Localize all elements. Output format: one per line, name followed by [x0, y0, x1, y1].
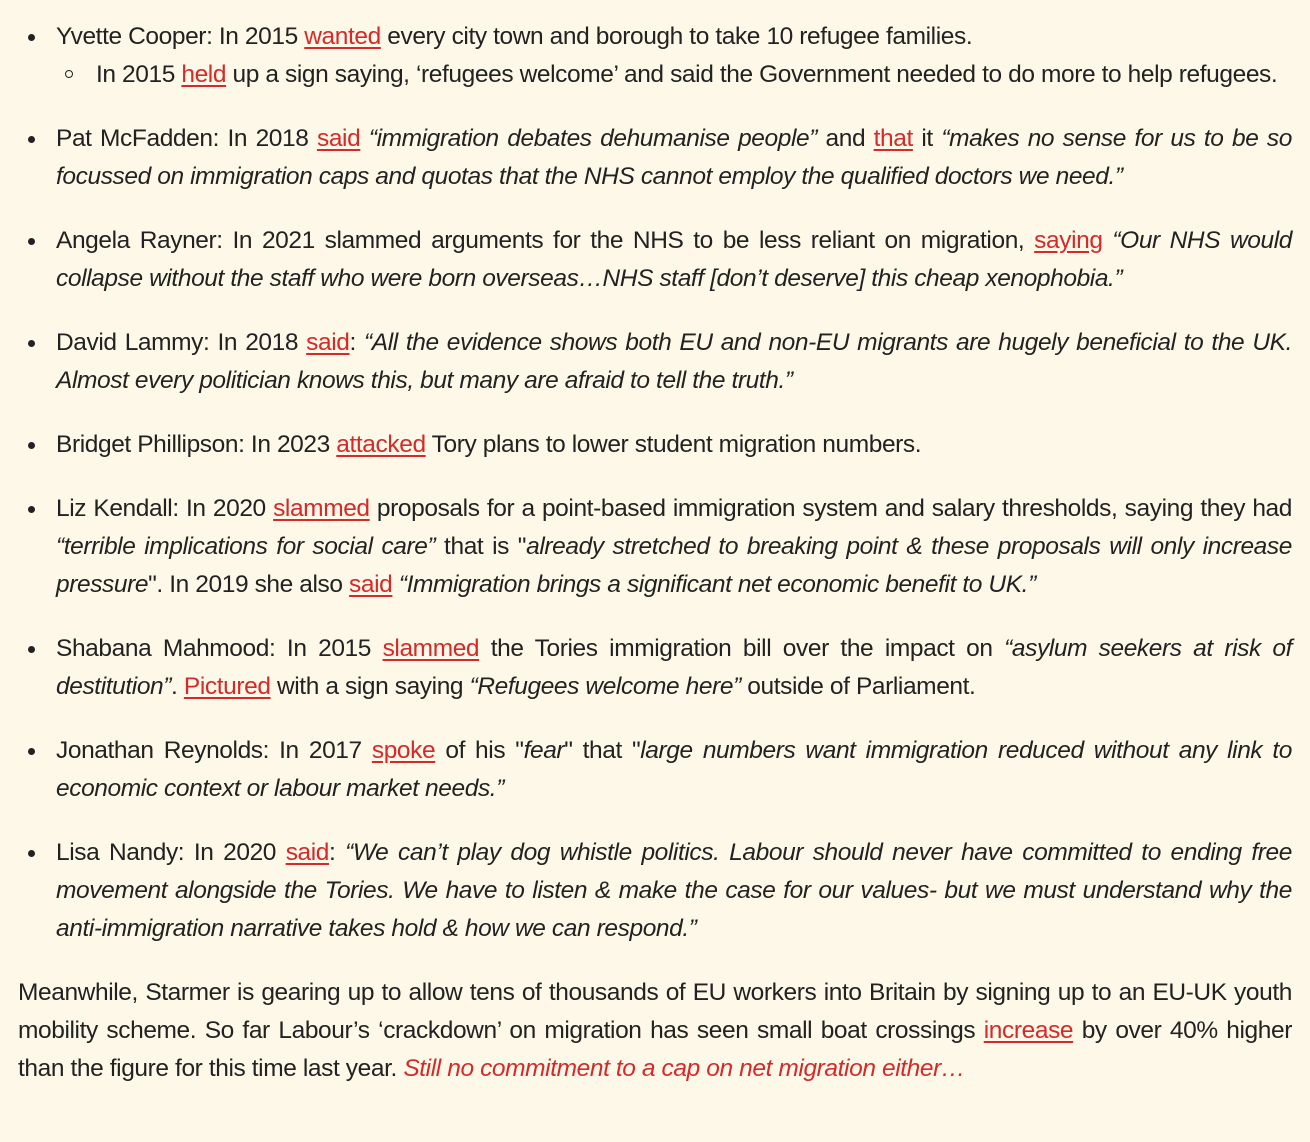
politician-quotes-list: [18, 18, 1292, 948]
quote: “We can’t play dog whistle politics. Labour should never have committed to ending free movement alongside the Tories. We have to listen & make the case for our values- but we must understand why the anti-immigration narrative takes hold & how we can respond.”: [56, 839, 1292, 942]
link-attacked[interactable]: attacked: [336, 431, 426, 458]
quote: fear: [523, 737, 565, 764]
list-item-shabana-mahmood: Shabana Mahmood: In 2015 slammed the Tories immigration bill over the impact on “asylum seekers at risk of destitution”. Pictured with a sign saying “Refugees welcome here” outside of Parliament.: [18, 630, 1292, 706]
link-slammed[interactable]: slammed: [273, 495, 370, 522]
list-item-yvette-cooper: Yvette Cooper: In 2015 wanted every city town and borough to take 10 refugee families. In 2015 held up a sign saying, ‘refugees welcome’ and said the Government needed to do more to help refugees.: [18, 18, 1292, 94]
quote: “terrible implications for social care”: [56, 533, 436, 560]
quote: large numbers want immigration reduced without any link to economic context or labour market needs.”: [56, 737, 1292, 802]
list-item-liz-kendall: Liz Kendall: In 2020 slammed proposals for a point-based immigration system and salary thresholds, saying they had “terrible implications for social care” that is "already stretched to breaking point & these proposals will only increase pressure". In 2019 she also said “Immigration brings a significant net economic benefit to UK.”: [18, 490, 1292, 604]
link-said[interactable]: said: [285, 839, 330, 866]
link-wanted[interactable]: wanted: [304, 23, 381, 50]
link-said[interactable]: said: [349, 571, 393, 598]
closing-highlight: Still no commitment to a cap on net migration either…: [403, 1055, 965, 1082]
list-item-angela-rayner: Angela Rayner: In 2021 slammed arguments for the NHS to be less reliant on migration, saying “Our NHS would collapse without the staff who were born overseas…NHS staff [don’t deserve] this cheap xenophobia.”: [18, 222, 1292, 298]
quote: already stretched to breaking point & these proposals will only increase pressure: [56, 533, 1292, 598]
quote: “Refugees welcome here”: [469, 673, 741, 700]
list-item-pat-mcfadden: Pat McFadden: In 2018 said “immigration debates dehumanise people” and that it “makes no sense for us to be so focussed on immigration caps and quotas that the NHS cannot employ the qualified doctors we need.”: [18, 120, 1292, 196]
list-item-jonathan-reynolds: Jonathan Reynolds: In 2017 spoke of his "fear" that "large numbers want immigration reduced without any link to economic context or labour market needs.”: [18, 732, 1292, 808]
link-said[interactable]: said: [316, 125, 361, 152]
quote: “asylum seekers at risk of destitution”: [56, 635, 1293, 700]
list-item-lisa-nandy: Lisa Nandy: In 2020 said: “We can’t play dog whistle politics. Labour should never have committed to ending free movement alongside the Tories. We have to listen & make the case for our values- but we must understand why the anti-immigration narrative takes hold & how we can respond.”: [18, 834, 1292, 948]
link-said[interactable]: said: [306, 329, 350, 356]
sub-list-item: In 2015 held up a sign saying, ‘refugees welcome’ and said the Government needed to do more to help refugees.: [56, 56, 1292, 94]
closing-paragraph: Meanwhile, Starmer is gearing up to allow tens of thousands of EU workers into Britain by signing up to an EU-UK youth mobility scheme. So far Labour’s ‘crackdown’ on migration has seen small boat crossings increase by over 40% higher than the figure for this time last year. Still no commitment to a cap on net migration either…: [18, 979, 1292, 1082]
list-item-david-lammy: David Lammy: In 2018 said: “All the evidence shows both EU and non-EU migrants are hugely beneficial to the UK. Almost every politician knows this, but many are afraid to tell the truth.”: [18, 324, 1292, 400]
sub-list: [56, 56, 1292, 94]
link-pictured[interactable]: Pictured: [183, 673, 271, 700]
quote: “immigration debates dehumanise people”: [368, 125, 818, 152]
link-held[interactable]: held: [181, 61, 227, 88]
link-spoke[interactable]: spoke: [371, 737, 436, 764]
quote: “Immigration brings a significant net economic benefit to UK.”: [398, 571, 1036, 598]
link-increase[interactable]: increase: [983, 1017, 1074, 1044]
link-that[interactable]: that: [873, 125, 913, 152]
link-slammed[interactable]: slammed: [382, 635, 480, 662]
list-item-bridget-phillipson: Bridget Phillipson: In 2023 attacked Tory plans to lower student migration numbers.: [18, 426, 1292, 464]
quote: “makes no sense for us to be so focussed on immigration caps and quotas that the NHS cannot employ the qualified doctors we need.”: [56, 125, 1292, 190]
link-saying[interactable]: saying: [1034, 227, 1103, 254]
quote: “Our NHS would collapse without the staff who were born overseas…NHS staff [don’t deserve] this cheap xenophobia.”: [56, 227, 1292, 292]
quote: “All the evidence shows both EU and non-EU migrants are hugely beneficial to the UK. Almost every politician knows this, but many are afraid to tell the truth.”: [56, 329, 1292, 394]
